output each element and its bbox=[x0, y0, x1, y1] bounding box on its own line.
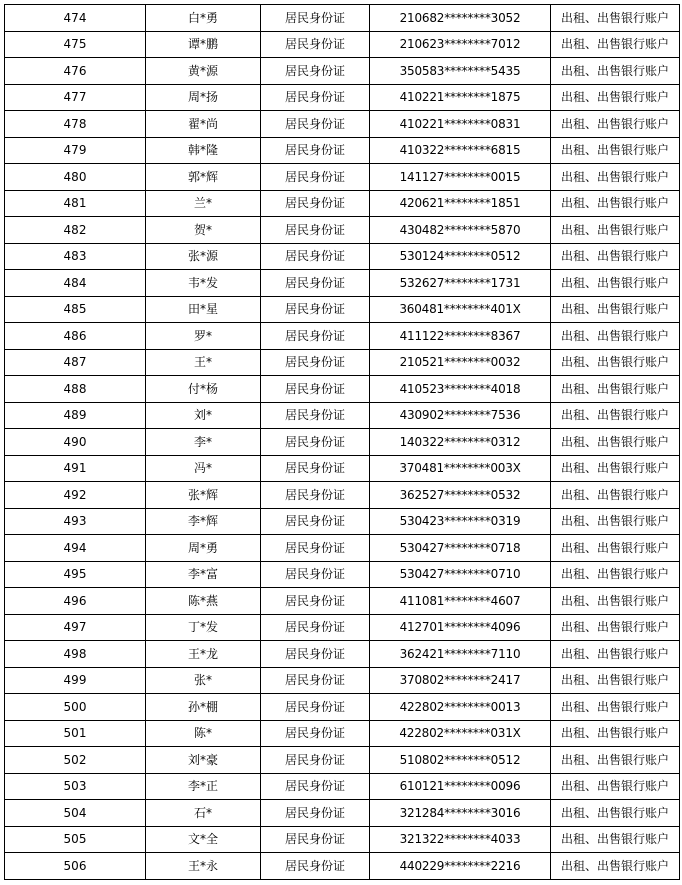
name-cell: 韦*发 bbox=[146, 270, 261, 297]
behavior-cell: 出租、出售银行账户 bbox=[551, 561, 680, 588]
row-number-cell: 474 bbox=[5, 5, 146, 32]
name-cell: 谭*鹏 bbox=[146, 31, 261, 58]
behavior-cell: 出租、出售银行账户 bbox=[551, 614, 680, 641]
row-number-cell: 501 bbox=[5, 720, 146, 747]
row-number-cell: 477 bbox=[5, 84, 146, 111]
name-cell: 王*龙 bbox=[146, 641, 261, 668]
id-number-cell: 440229********2216 bbox=[370, 853, 551, 880]
name-cell: 李*富 bbox=[146, 561, 261, 588]
behavior-cell: 出租、出售银行账户 bbox=[551, 243, 680, 270]
table-row bbox=[5, 84, 680, 111]
id-type-cell: 居民身份证 bbox=[261, 84, 370, 111]
id-number-cell: 360481********401X bbox=[370, 296, 551, 323]
name-cell: 王* bbox=[146, 349, 261, 376]
row-number-cell: 494 bbox=[5, 535, 146, 562]
table-row bbox=[5, 508, 680, 535]
table-row bbox=[5, 58, 680, 85]
name-cell: 兰* bbox=[146, 190, 261, 217]
behavior-cell: 出租、出售银行账户 bbox=[551, 747, 680, 774]
table-row bbox=[5, 111, 680, 138]
id-type-cell: 居民身份证 bbox=[261, 667, 370, 694]
table-row bbox=[5, 641, 680, 668]
table-row bbox=[5, 535, 680, 562]
id-type-cell: 居民身份证 bbox=[261, 349, 370, 376]
name-cell: 罗* bbox=[146, 323, 261, 350]
table-row bbox=[5, 853, 680, 880]
id-type-cell: 居民身份证 bbox=[261, 694, 370, 721]
table-row bbox=[5, 747, 680, 774]
behavior-cell: 出租、出售银行账户 bbox=[551, 853, 680, 880]
row-number-cell: 484 bbox=[5, 270, 146, 297]
behavior-cell: 出租、出售银行账户 bbox=[551, 58, 680, 85]
behavior-cell: 出租、出售银行账户 bbox=[551, 5, 680, 32]
row-number-cell: 497 bbox=[5, 614, 146, 641]
behavior-cell: 出租、出售银行账户 bbox=[551, 482, 680, 509]
table-row bbox=[5, 323, 680, 350]
behavior-cell: 出租、出售银行账户 bbox=[551, 349, 680, 376]
behavior-cell: 出租、出售银行账户 bbox=[551, 84, 680, 111]
name-cell: 石* bbox=[146, 800, 261, 827]
name-cell: 付*杨 bbox=[146, 376, 261, 403]
row-number-cell: 504 bbox=[5, 800, 146, 827]
behavior-cell: 出租、出售银行账户 bbox=[551, 429, 680, 456]
id-type-cell: 居民身份证 bbox=[261, 826, 370, 853]
behavior-cell: 出租、出售银行账户 bbox=[551, 164, 680, 191]
id-number-cell: 412701********4096 bbox=[370, 614, 551, 641]
behavior-cell: 出租、出售银行账户 bbox=[551, 323, 680, 350]
id-number-cell: 210623********7012 bbox=[370, 31, 551, 58]
id-number-cell: 321284********3016 bbox=[370, 800, 551, 827]
table-row bbox=[5, 614, 680, 641]
id-number-cell: 350583********5435 bbox=[370, 58, 551, 85]
behavior-cell: 出租、出售银行账户 bbox=[551, 270, 680, 297]
table-row bbox=[5, 376, 680, 403]
name-cell: 张* bbox=[146, 667, 261, 694]
id-number-cell: 141127********0015 bbox=[370, 164, 551, 191]
id-number-cell: 420621********1851 bbox=[370, 190, 551, 217]
row-number-cell: 498 bbox=[5, 641, 146, 668]
table-row bbox=[5, 5, 680, 32]
table-row bbox=[5, 588, 680, 615]
id-type-cell: 居民身份证 bbox=[261, 773, 370, 800]
row-number-cell: 499 bbox=[5, 667, 146, 694]
row-number-cell: 495 bbox=[5, 561, 146, 588]
name-cell: 丁*发 bbox=[146, 614, 261, 641]
table-row bbox=[5, 217, 680, 244]
row-number-cell: 496 bbox=[5, 588, 146, 615]
behavior-cell: 出租、出售银行账户 bbox=[551, 773, 680, 800]
id-number-cell: 140322********0312 bbox=[370, 429, 551, 456]
id-number-cell: 411122********8367 bbox=[370, 323, 551, 350]
id-number-cell: 530124********0512 bbox=[370, 243, 551, 270]
behavior-cell: 出租、出售银行账户 bbox=[551, 535, 680, 562]
name-cell: 翟*尚 bbox=[146, 111, 261, 138]
id-type-cell: 居民身份证 bbox=[261, 455, 370, 482]
id-number-cell: 430902********7536 bbox=[370, 402, 551, 429]
table-row bbox=[5, 773, 680, 800]
row-number-cell: 491 bbox=[5, 455, 146, 482]
id-number-cell: 410221********0831 bbox=[370, 111, 551, 138]
behavior-cell: 出租、出售银行账户 bbox=[551, 800, 680, 827]
id-number-cell: 422802********0013 bbox=[370, 694, 551, 721]
behavior-cell: 出租、出售银行账户 bbox=[551, 641, 680, 668]
id-number-cell: 530423********0319 bbox=[370, 508, 551, 535]
id-number-cell: 510802********0512 bbox=[370, 747, 551, 774]
id-number-cell: 370802********2417 bbox=[370, 667, 551, 694]
table-row bbox=[5, 429, 680, 456]
table-row bbox=[5, 667, 680, 694]
row-number-cell: 482 bbox=[5, 217, 146, 244]
table-row bbox=[5, 402, 680, 429]
id-type-cell: 居民身份证 bbox=[261, 429, 370, 456]
id-type-cell: 居民身份证 bbox=[261, 137, 370, 164]
behavior-cell: 出租、出售银行账户 bbox=[551, 376, 680, 403]
table-row bbox=[5, 720, 680, 747]
row-number-cell: 487 bbox=[5, 349, 146, 376]
name-cell: 周*勇 bbox=[146, 535, 261, 562]
id-type-cell: 居民身份证 bbox=[261, 164, 370, 191]
table-row bbox=[5, 164, 680, 191]
id-type-cell: 居民身份证 bbox=[261, 614, 370, 641]
id-number-cell: 410523********4018 bbox=[370, 376, 551, 403]
name-cell: 孙*棚 bbox=[146, 694, 261, 721]
table-row bbox=[5, 31, 680, 58]
name-cell: 文*全 bbox=[146, 826, 261, 853]
row-number-cell: 490 bbox=[5, 429, 146, 456]
id-type-cell: 居民身份证 bbox=[261, 323, 370, 350]
id-type-cell: 居民身份证 bbox=[261, 270, 370, 297]
behavior-cell: 出租、出售银行账户 bbox=[551, 190, 680, 217]
row-number-cell: 506 bbox=[5, 853, 146, 880]
id-type-cell: 居民身份证 bbox=[261, 747, 370, 774]
name-cell: 田*星 bbox=[146, 296, 261, 323]
id-number-cell: 321322********4033 bbox=[370, 826, 551, 853]
behavior-cell: 出租、出售银行账户 bbox=[551, 402, 680, 429]
table-row bbox=[5, 800, 680, 827]
id-type-cell: 居民身份证 bbox=[261, 508, 370, 535]
id-number-cell: 532627********1731 bbox=[370, 270, 551, 297]
behavior-cell: 出租、出售银行账户 bbox=[551, 826, 680, 853]
id-type-cell: 居民身份证 bbox=[261, 243, 370, 270]
behavior-cell: 出租、出售银行账户 bbox=[551, 137, 680, 164]
id-type-cell: 居民身份证 bbox=[261, 853, 370, 880]
name-cell: 张*源 bbox=[146, 243, 261, 270]
record-table-body bbox=[5, 5, 680, 880]
id-number-cell: 422802********031X bbox=[370, 720, 551, 747]
name-cell: 韩*隆 bbox=[146, 137, 261, 164]
table-row bbox=[5, 694, 680, 721]
table-row bbox=[5, 561, 680, 588]
id-number-cell: 530427********0710 bbox=[370, 561, 551, 588]
id-type-cell: 居民身份证 bbox=[261, 535, 370, 562]
row-number-cell: 478 bbox=[5, 111, 146, 138]
table-row bbox=[5, 190, 680, 217]
behavior-cell: 出租、出售银行账户 bbox=[551, 694, 680, 721]
record-table bbox=[4, 4, 680, 880]
row-number-cell: 493 bbox=[5, 508, 146, 535]
id-type-cell: 居民身份证 bbox=[261, 588, 370, 615]
row-number-cell: 486 bbox=[5, 323, 146, 350]
id-type-cell: 居民身份证 bbox=[261, 402, 370, 429]
behavior-cell: 出租、出售银行账户 bbox=[551, 508, 680, 535]
id-type-cell: 居民身份证 bbox=[261, 482, 370, 509]
row-number-cell: 503 bbox=[5, 773, 146, 800]
name-cell: 白*勇 bbox=[146, 5, 261, 32]
id-number-cell: 430482********5870 bbox=[370, 217, 551, 244]
id-type-cell: 居民身份证 bbox=[261, 190, 370, 217]
row-number-cell: 500 bbox=[5, 694, 146, 721]
behavior-cell: 出租、出售银行账户 bbox=[551, 588, 680, 615]
behavior-cell: 出租、出售银行账户 bbox=[551, 720, 680, 747]
behavior-cell: 出租、出售银行账户 bbox=[551, 217, 680, 244]
behavior-cell: 出租、出售银行账户 bbox=[551, 111, 680, 138]
table-row bbox=[5, 243, 680, 270]
id-number-cell: 370481********003X bbox=[370, 455, 551, 482]
table-row bbox=[5, 296, 680, 323]
name-cell: 陈* bbox=[146, 720, 261, 747]
behavior-cell: 出租、出售银行账户 bbox=[551, 455, 680, 482]
row-number-cell: 480 bbox=[5, 164, 146, 191]
id-type-cell: 居民身份证 bbox=[261, 217, 370, 244]
row-number-cell: 475 bbox=[5, 31, 146, 58]
id-number-cell: 610121********0096 bbox=[370, 773, 551, 800]
id-number-cell: 530427********0718 bbox=[370, 535, 551, 562]
row-number-cell: 492 bbox=[5, 482, 146, 509]
id-type-cell: 居民身份证 bbox=[261, 58, 370, 85]
name-cell: 刘* bbox=[146, 402, 261, 429]
id-type-cell: 居民身份证 bbox=[261, 296, 370, 323]
table-row bbox=[5, 455, 680, 482]
id-type-cell: 居民身份证 bbox=[261, 800, 370, 827]
row-number-cell: 476 bbox=[5, 58, 146, 85]
id-type-cell: 居民身份证 bbox=[261, 641, 370, 668]
row-number-cell: 505 bbox=[5, 826, 146, 853]
row-number-cell: 502 bbox=[5, 747, 146, 774]
table-row bbox=[5, 137, 680, 164]
id-number-cell: 410221********1875 bbox=[370, 84, 551, 111]
row-number-cell: 481 bbox=[5, 190, 146, 217]
id-number-cell: 362527********0532 bbox=[370, 482, 551, 509]
row-number-cell: 479 bbox=[5, 137, 146, 164]
name-cell: 黄*源 bbox=[146, 58, 261, 85]
id-number-cell: 410322********6815 bbox=[370, 137, 551, 164]
id-type-cell: 居民身份证 bbox=[261, 5, 370, 32]
name-cell: 王*永 bbox=[146, 853, 261, 880]
id-type-cell: 居民身份证 bbox=[261, 376, 370, 403]
name-cell: 李*辉 bbox=[146, 508, 261, 535]
table-row bbox=[5, 270, 680, 297]
name-cell: 张*辉 bbox=[146, 482, 261, 509]
table-row bbox=[5, 482, 680, 509]
id-type-cell: 居民身份证 bbox=[261, 720, 370, 747]
name-cell: 李* bbox=[146, 429, 261, 456]
row-number-cell: 489 bbox=[5, 402, 146, 429]
name-cell: 冯* bbox=[146, 455, 261, 482]
behavior-cell: 出租、出售银行账户 bbox=[551, 296, 680, 323]
name-cell: 贺* bbox=[146, 217, 261, 244]
id-number-cell: 210521********0032 bbox=[370, 349, 551, 376]
id-number-cell: 210682********3052 bbox=[370, 5, 551, 32]
id-type-cell: 居民身份证 bbox=[261, 31, 370, 58]
table-row bbox=[5, 826, 680, 853]
behavior-cell: 出租、出售银行账户 bbox=[551, 667, 680, 694]
name-cell: 李*正 bbox=[146, 773, 261, 800]
name-cell: 陈*燕 bbox=[146, 588, 261, 615]
table-row bbox=[5, 349, 680, 376]
name-cell: 周*扬 bbox=[146, 84, 261, 111]
id-number-cell: 411081********4607 bbox=[370, 588, 551, 615]
id-number-cell: 362421********7110 bbox=[370, 641, 551, 668]
id-type-cell: 居民身份证 bbox=[261, 561, 370, 588]
row-number-cell: 488 bbox=[5, 376, 146, 403]
name-cell: 郭*辉 bbox=[146, 164, 261, 191]
row-number-cell: 485 bbox=[5, 296, 146, 323]
record-table-container bbox=[4, 4, 680, 880]
id-type-cell: 居民身份证 bbox=[261, 111, 370, 138]
name-cell: 刘*豪 bbox=[146, 747, 261, 774]
behavior-cell: 出租、出售银行账户 bbox=[551, 31, 680, 58]
row-number-cell: 483 bbox=[5, 243, 146, 270]
